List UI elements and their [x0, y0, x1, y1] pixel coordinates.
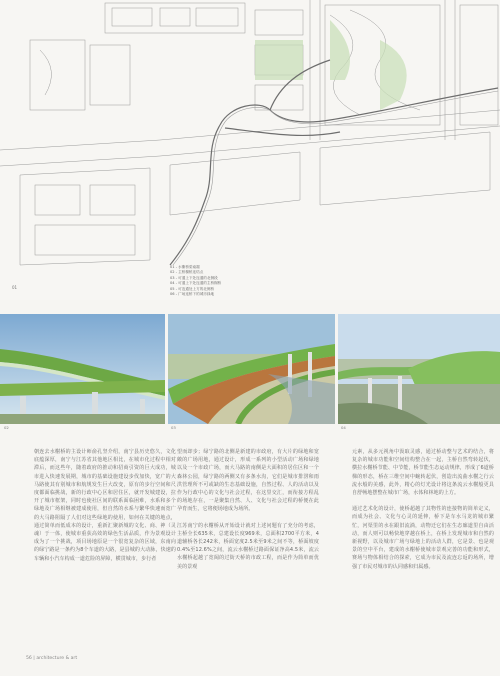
- photo-bridge-deck: [168, 314, 335, 424]
- body-paragraph: 朝连去水榭桥的主设计师俞孔坚介绍，南宁县历史悠久，文化底蕴深厚，南宁与江苏省其他地区相比，在城市化过程中相对滞后，而这些年，随着政府的推动和招商引资的巨大成功，城市进入快速发展期，城市的基础设施建设步伐加快，宽广的大马路使其有别城市和航规发生巨大改变，原有的步行空间和尺度都面临挑战，新的行政中心区和居住区，就开发城建设，拉开了城市框架，同时也使社区间的联系面临困难，水系和多个绿地及广场相继被建成使用，但自然的水系与繁华快速而宽广的大马路阻隔了人们对这些绿地的使用，如何在关键的地点，通过简单而低成本的设计，重新汇聚新城的文化、商、神（灵魂）于一体，使城市重获高效的绿色生活品质，作为景观设计成为了一个挑战，项目场地原是一个很宽复杂的区域，东南向的绿宁路是一条约为8个车道的大路，是县城的大动脉，快速的车辆和小汽车构成一道危险的屏障，横贯城市，步行者: [34, 449, 176, 562]
- legend-item: 01 - 水榭桥梁南端: [170, 265, 200, 269]
- text-column-1: [34, 448, 176, 563]
- photo-bridge-curve: [338, 314, 500, 424]
- legend-item: 02 - 主桥榭桥连结点: [170, 270, 204, 275]
- legend-item: 03 - 可通上下处连通的北侧段: [170, 275, 218, 280]
- page-footer: 56 | architecture & art: [26, 656, 78, 661]
- body-paragraph: 望而却步；绿宁路的北侧是新建的市政府，有大片的绿地和宽敞的广场用地，通过设计，形成一系列的小型活动广场和绿地以及一个市政广场，而大马路的南侧是大面积的居住区和一个森林公园，绿宁路的两侧又有多条水沟，它们是城市排涝和雨洪管理所不可或缺的生态基础设施，自然过程、人的活动以及作为行政中心的文化与社会过程，在这里交汇，而衔接方程乱的场地存在，一是聚集自然、人、文化与社会过程的桥便在此孕育而生，它将便场地成为场所。: [177, 449, 319, 513]
- text-column-3: [352, 448, 494, 571]
- plan-legend: [170, 265, 310, 297]
- photo-caption-number: 03: [171, 425, 176, 430]
- legend-item: 04 - 可通上下处连通的主桥榭桥: [170, 281, 222, 286]
- site-plan-drawing: [0, 0, 500, 300]
- photo-caption-number: 02: [4, 425, 9, 430]
- body-paragraph: 通过艺术化的设计，使桥超越了其物性的连接物的简单定义，而成为社会、文化与心灵的延伸，桥下是车水马龙的城市繁忙，河渠里的水在跟旧流淌，动物迁它们在生态廊道里自由活动，而人则可以畅快地穿越在桥上，在桥上发现城市和自然的新视野，以及城市广场与绿地上的活动人群，它是景、也是观景的空中平台，建成的水榭桥使城市景观完善的功能和形式，赛场与物体相结合的探索，它成为市民及流连忘返的场所，增强了市民对城市的认同感和归属感。: [352, 506, 494, 570]
- text-column-2: [177, 448, 319, 571]
- body-paragraph: 元素，从多元视角中汲取灵感，通过桥动整与艺术的结合，将复杂的城市功能和空间结构整合在一起，主桥自然弯转起伏，横拉水榭桥节能、中节能，桥节能生态运动规律，形成了6道桥梯的形态，桥在三维空间中蜿转起伏，创造出流曲水榭之行云流水般的美感，此外，精心的灯光设计将这条流云水榭般更具自舒畅地摆整在城市广场，水体和林地的上方。: [352, 449, 494, 497]
- site-plan-svg: [0, 0, 500, 300]
- legend-item: 06 - 广场连桥下的城市绿地: [170, 292, 215, 297]
- photo-caption-number: 04: [341, 425, 346, 430]
- body-paragraph: 江苏南宁的水榭桥从开始设计就对上述问题有了充分的考虑，主桥全长635米，总建设长度969米，总面积2700平方米，4道辅桥各长242米，桥面宽度2.5米至9米之间不等，桥面坡度0.4%至12.6%之间，流云水榭桥过路面保证净高4.5米，流云水榭桥起越了宽阔的过街天桥的市政工程，而是作为简单而优美的景观: [177, 522, 319, 570]
- plan-figure-number: 01: [12, 285, 18, 290]
- photo-bridge-side-view: [0, 314, 165, 424]
- legend-item: 05 - 可连通处上方的北侧桥: [170, 286, 215, 291]
